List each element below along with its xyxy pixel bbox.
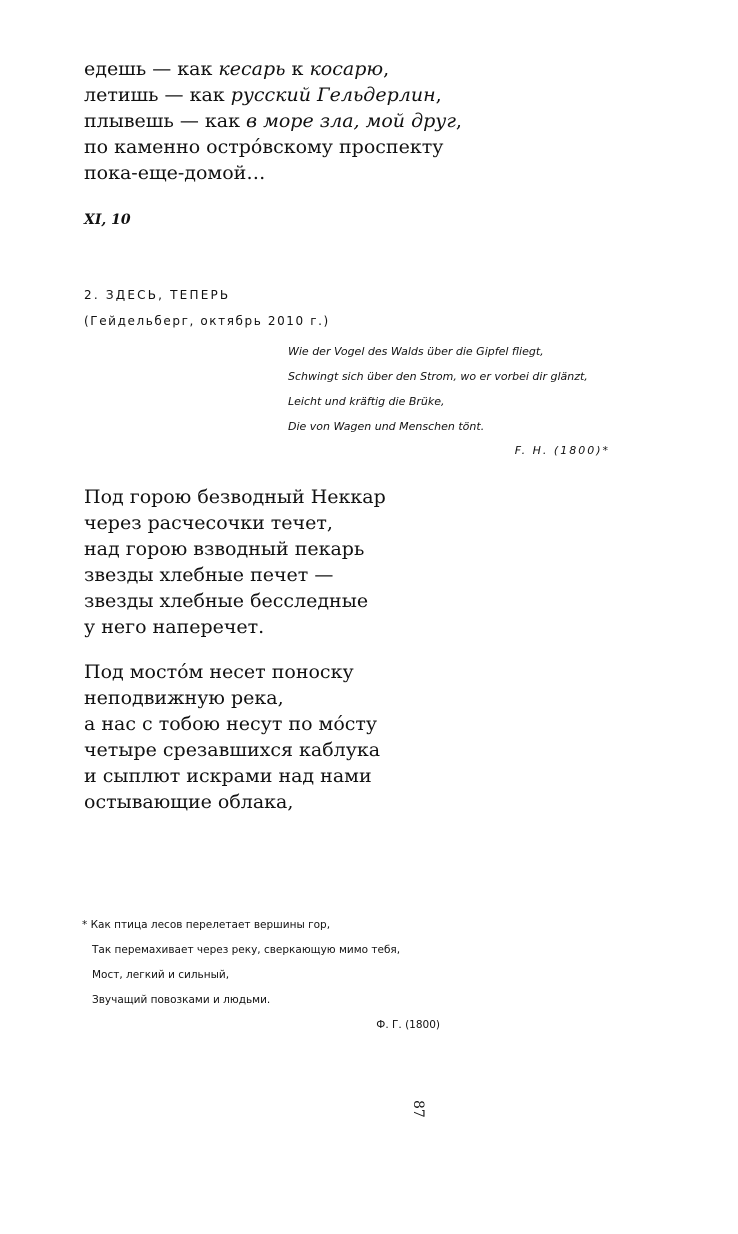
verse-line: неподвижную река, <box>84 687 284 709</box>
stanza-1 <box>84 484 386 640</box>
footnote-line: Так перемахивает через реку, сверкающую мимо тебя, <box>92 944 401 956</box>
footnote-attribution: Ф. Г. (1800) <box>376 1019 440 1031</box>
poem-title: 2. ЗДЕСЬ, ТЕПЕРЬ <box>84 288 231 302</box>
epigraph-line: Schwingt sich über den Strom, wo er vorbei dir glänzt, <box>288 370 588 383</box>
verse-line: плывешь — как в море зла, мой друг, <box>84 110 462 132</box>
verse-line: и сыплют искрами над нами <box>84 765 372 787</box>
verse-line: четыре срезавшихся каблука <box>84 739 381 761</box>
verse-line: летишь — как русский Гельдерлин, <box>84 84 442 106</box>
footnote-line: Звучащий повозками и людьми. <box>92 994 271 1006</box>
verse-line: по каменно острóвскому проспекту <box>84 136 444 158</box>
poem-date-mark: XI, 10 <box>84 212 131 228</box>
verse-line: Под горою безводный Неккар <box>84 486 386 508</box>
epigraph-line: Die von Wagen und Menschen tönt. <box>288 420 485 433</box>
verse-line: над горою взводный пекарь <box>84 538 365 560</box>
epigraph-line: Wie der Vogel des Walds über die Gipfel fliegt, <box>288 345 544 358</box>
footnote <box>82 913 440 1038</box>
verse-line: звезды хлебные бесследные <box>84 590 369 612</box>
verse-line: звезды хлебные печет — <box>84 564 334 586</box>
footnote-line: * Как птица лесов перелетает вершины гор, <box>82 919 331 931</box>
epigraph-line: Leicht und kräftig die Brüke, <box>288 395 445 408</box>
stanza-2 <box>84 659 380 815</box>
verse-line: у него наперечет. <box>84 616 265 638</box>
verse-line: пока-еще-домой… <box>84 162 266 184</box>
verse-line: Под мостóм несет поноску <box>84 661 354 683</box>
verse-line: через расчесочки течет, <box>84 512 333 534</box>
verse-line: а нас с тобою несут по мóсту <box>84 713 378 735</box>
verse-line: остывающие облака, <box>84 791 294 813</box>
epigraph <box>288 339 610 461</box>
page-number: 87 <box>410 1100 426 1118</box>
footnote-line: Мост, легкий и сильный, <box>92 969 230 981</box>
poem-subtitle: (Гейдельберг, октябрь 2010 г.) <box>84 314 330 328</box>
verse-continuation <box>84 56 462 186</box>
epigraph-attribution: F. H. (1800)* <box>514 444 610 457</box>
verse-line: едешь — как кесарь к косарю, <box>84 58 390 80</box>
